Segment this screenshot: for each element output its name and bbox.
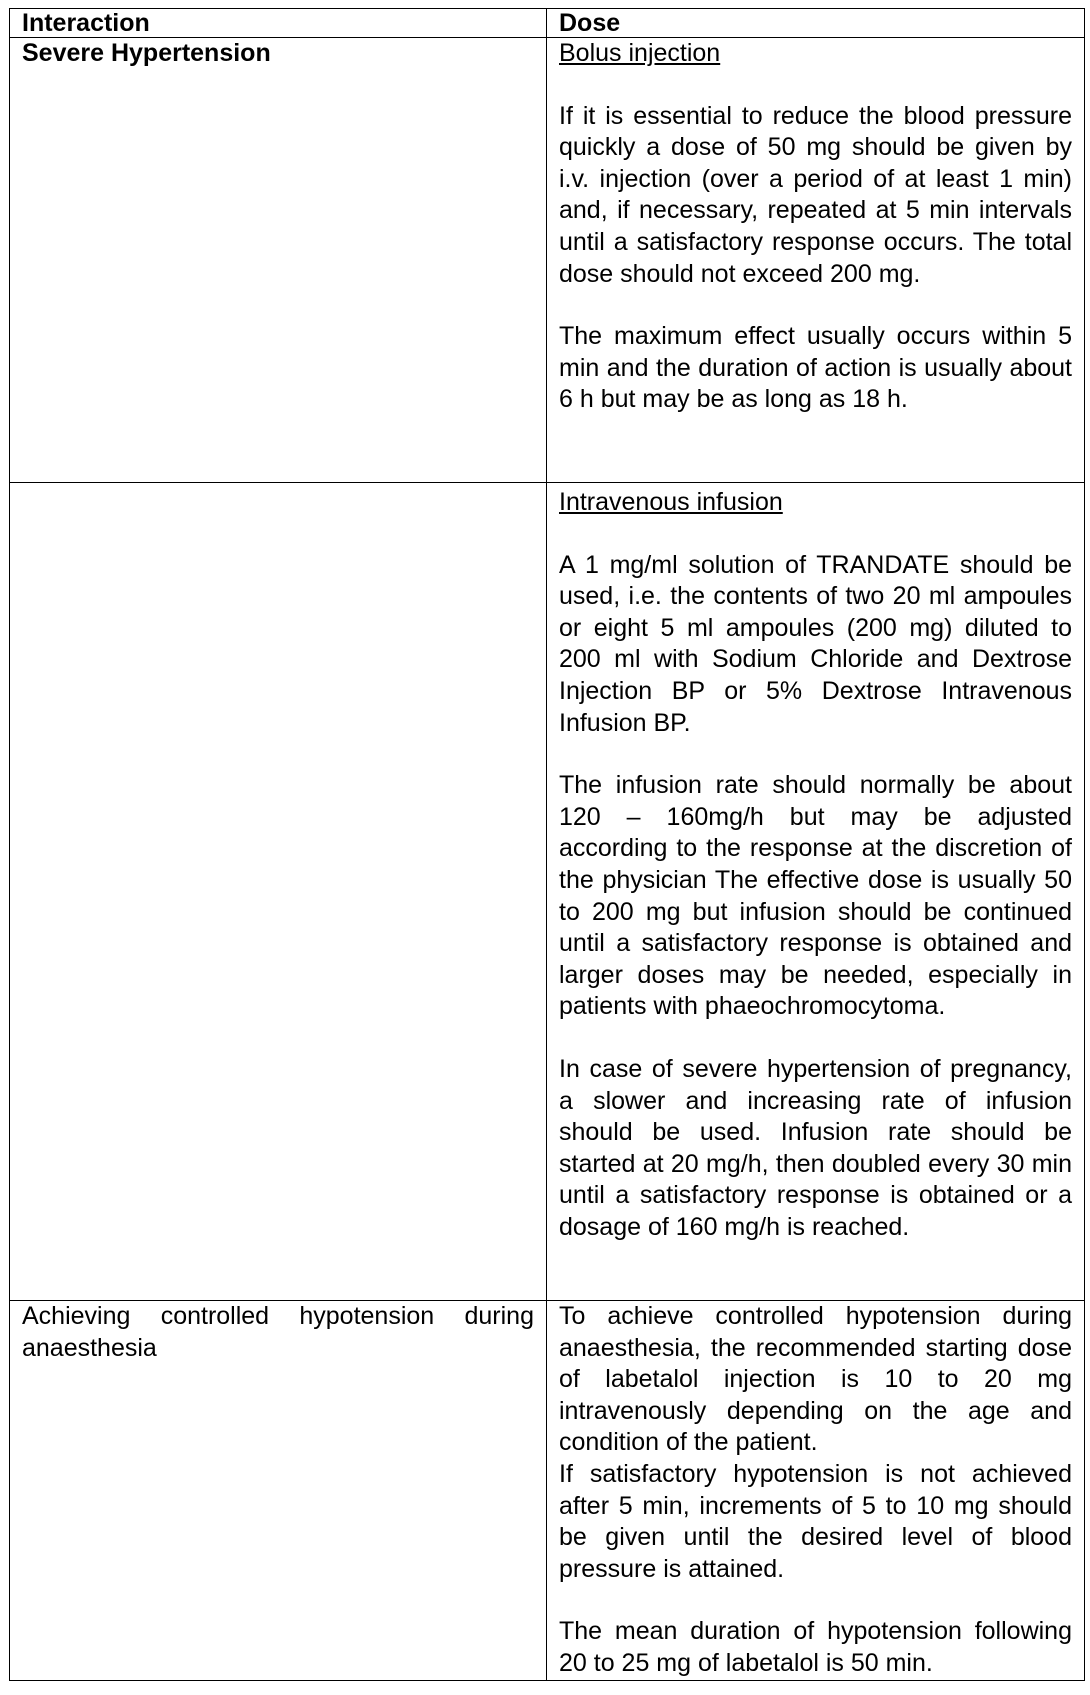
dose-heading: Intravenous infusion (559, 488, 783, 516)
dose-cell (547, 1301, 1085, 1681)
header-row (10, 9, 1085, 38)
dose-paragraph: In case of severe hypertension of pregnancy, a slower and increasing rate of infusion should be used. Infusion rate should be started at 20 mg/h, then doubled every 30 min until a satisfactory response is obtained or a dosage of 160 mg/h is reached. (559, 1054, 1072, 1241)
dose-paragraph: The infusion rate should normally be about 120 – 160mg/h but may be adjusted according to the response at the discretion of the physician The effective dose is usually 50 to 200 mg but infusion should be continued until a satisfactory response is obtained and larger doses may be needed, especially in patients with phaeochromocytoma. (559, 771, 1072, 1021)
dose-paragraph: If it is essential to reduce the blood pressure quickly a dose of 50 mg should be given by i.v. injection (over a period of at least 1 min) and, if necessary, repeated at 5 min intervals until a satisfactory response occurs. The total dose should not exceed 200 mg. (559, 101, 1072, 288)
dose-paragraph: The mean duration of hypotension following 20 to 25 mg of labetalol is 50 min. (559, 1617, 1072, 1677)
dose-heading: Bolus injection (559, 39, 721, 67)
table-row (10, 38, 1085, 483)
interaction-cell (10, 38, 547, 483)
table-row (10, 1301, 1085, 1681)
header-interaction: Interaction (10, 9, 547, 38)
dose-cell (547, 483, 1085, 1301)
dose-paragraph: To achieve controlled hypotension during anaesthesia, the recommended starting dose of labetalol injection is 10 to 20 mg intravenously depending on the age and condition of the patient. (559, 1302, 1072, 1457)
interaction-cell (10, 1301, 547, 1681)
dose-paragraph: The maximum effect usually occurs within 5 min and the duration of action is usually about 6 h but may be as long as 18 h. (559, 322, 1072, 414)
interaction-label: Severe Hypertension (22, 39, 271, 67)
header-dose: Dose (547, 9, 1085, 38)
dose-cell (547, 38, 1085, 483)
dose-paragraph: A 1 mg/ml solution of TRANDATE should be used, i.e. the contents of two 20 ml ampoules or eight 5 ml ampoules (200 mg) diluted to 200 ml with Sodium Chloride and Dextrose Injection BP or 5% Dextrose Intravenous Infusion BP. (559, 550, 1072, 737)
interaction-cell (10, 483, 547, 1301)
dose-table (9, 8, 1085, 1681)
table-row (10, 483, 1085, 1301)
dose-paragraph: If satisfactory hypotension is not achieved after 5 min, increments of 5 to 10 mg should be given until the desired level of blood pressure is attained. (559, 1459, 1072, 1583)
interaction-label: Achieving controlled hypotension during anaesthesia (22, 1302, 534, 1362)
